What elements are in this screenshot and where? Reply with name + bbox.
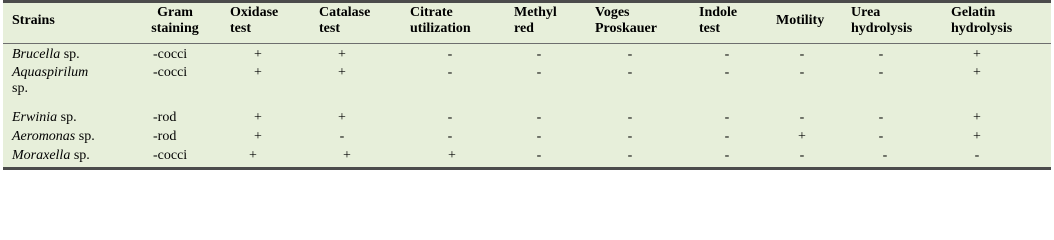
row-aeromonas-strain: Aeromonas sp. [12, 129, 95, 144]
row-brucella-oxidase: + [254, 47, 262, 62]
header-methyl-red: Methyl red [514, 5, 557, 36]
row-aeromonas-gram: -rod [153, 129, 177, 144]
row-erwinia-urea: - [878, 110, 884, 125]
row-brucella-gram: -cocci [153, 47, 188, 62]
row-moraxella-methyl-red: - [536, 148, 542, 163]
row-erwinia-voges: - [627, 110, 633, 125]
row-erwinia-gram: -rod [153, 110, 177, 125]
header-oxidase-test: Oxidase test [230, 5, 279, 36]
table-header-rule [3, 43, 1051, 44]
row-brucella-gelatin: + [973, 47, 981, 62]
row-aeromonas-oxidase: + [254, 129, 262, 144]
row-aeromonas-voges: - [627, 129, 633, 144]
row-erwinia-gelatin: + [973, 110, 981, 125]
row-erwinia-oxidase: + [254, 110, 262, 125]
row-moraxella-gelatin: - [974, 148, 980, 163]
row-erwinia-strain: Erwinia sp. [12, 110, 77, 125]
table-bottom-rule [3, 167, 1051, 170]
table-top-rule [3, 0, 1051, 3]
row-aquaspirilum-voges: - [627, 65, 633, 80]
row-aquaspirilum-catalase: + [338, 65, 346, 80]
row-aeromonas-gelatin: + [973, 129, 981, 144]
row-erwinia-methyl-red: - [536, 110, 542, 125]
row-brucella-catalase: + [338, 47, 346, 62]
header-voges-proskauer: Voges Proskauer [595, 5, 657, 36]
row-aquaspirilum-motility: - [799, 65, 805, 80]
row-aquaspirilum-indole: - [724, 65, 730, 80]
row-erwinia-catalase: + [338, 110, 346, 125]
row-erwinia-motility: - [799, 110, 805, 125]
row-brucella-citrate: - [447, 47, 453, 62]
row-moraxella-strain: Moraxella sp. [12, 148, 90, 163]
row-erwinia-indole: - [724, 110, 730, 125]
row-aquaspirilum-strain: Aquaspirilum sp. [12, 65, 89, 96]
row-brucella-motility: - [799, 47, 805, 62]
header-gram-staining: Gram staining [151, 5, 199, 36]
row-aquaspirilum-gelatin: + [973, 65, 981, 80]
row-moraxella-motility: - [799, 148, 805, 163]
row-moraxella-indole: - [724, 148, 730, 163]
row-aquaspirilum-gram: -cocci [153, 65, 188, 80]
row-brucella-strain: Brucella sp. [12, 47, 80, 62]
header-urea-hydrolysis: Urea hydrolysis [851, 5, 913, 36]
row-brucella-voges: - [627, 47, 633, 62]
row-brucella-methyl-red: - [536, 47, 542, 62]
row-aeromonas-methyl-red: - [536, 129, 542, 144]
row-erwinia-citrate: - [447, 110, 453, 125]
header-gelatin-hydrolysis: Gelatin hydrolysis [951, 5, 1013, 36]
header-motility: Motility [776, 13, 825, 28]
row-aquaspirilum-urea: - [878, 65, 884, 80]
header-strains: Strains [12, 13, 55, 28]
row-aeromonas-indole: - [724, 129, 730, 144]
row-brucella-urea: - [878, 47, 884, 62]
header-catalase-test: Catalase test [319, 5, 371, 36]
row-aeromonas-urea: - [878, 129, 884, 144]
row-aeromonas-motility: + [798, 129, 806, 144]
row-moraxella-urea: - [882, 148, 888, 163]
row-moraxella-citrate: + [448, 148, 456, 163]
row-aquaspirilum-citrate: - [447, 65, 453, 80]
row-aquaspirilum-methyl-red: - [536, 65, 542, 80]
row-moraxella-voges: - [627, 148, 633, 163]
header-indole-test: Indole test [699, 5, 738, 36]
header-citrate-utilization: Citrate utilization [410, 5, 471, 36]
row-aquaspirilum-oxidase: + [254, 65, 262, 80]
row-aeromonas-citrate: - [447, 129, 453, 144]
row-aeromonas-catalase: - [339, 129, 345, 144]
row-moraxella-oxidase: + [249, 148, 257, 163]
row-moraxella-catalase: + [343, 148, 351, 163]
row-moraxella-gram: -cocci [153, 148, 188, 163]
row-brucella-indole: - [724, 47, 730, 62]
